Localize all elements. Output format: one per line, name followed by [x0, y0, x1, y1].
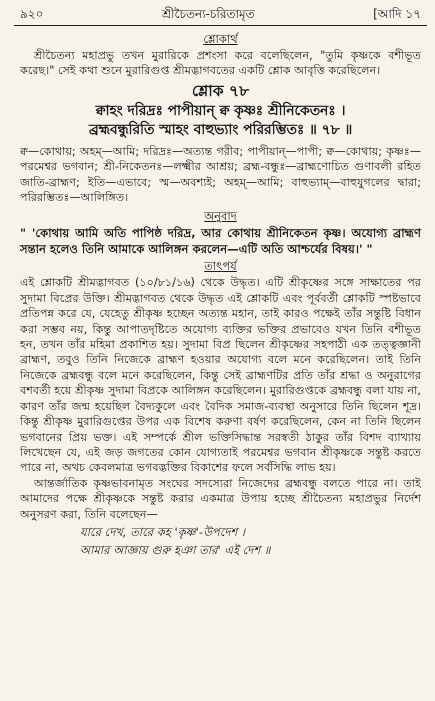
book-title: শ্রীচৈতন্য-চরিতামৃত: [161, 7, 255, 21]
verse-title: শ্লোক ৭৮: [191, 81, 250, 100]
heading-anuvad: অনুবাদ: [204, 209, 237, 224]
verse-line: ব্রহ্মবন্ধুরিতি স্মাহং বাহুভ্যাং পরিরম্ভিতঃ ॥ ৭৮ ॥: [88, 121, 353, 138]
page-number: ৯২০: [20, 7, 44, 21]
heading-shlokartha: শ্লোকার্থ: [203, 32, 238, 46]
quote-line: আমার আজ্ঞায় গুরু হঞা তার' এই দেশ ॥: [80, 542, 271, 557]
chapter-label: [আদি ১৭: [373, 7, 421, 21]
purport-paragraph: এই শ্লোকটি শ্রীমদ্ভাগবত (১০/৮১/১৬) থেকে উদ্ধৃত। এটি শ্রীকৃষ্ণের সঙ্গে সাক্ষাতের পর সুদামা বিপ্রের উক্তি। শ্রীমদ্ভাগবত থেকে উদ্ধৃত এই শ্লোকটি এবং পূর্ববর্তী শ্লোকটি স্পষ্টভাবে প্রতিপন্ন করে যে, যেহেতু শ্রীকৃষ্ণ হচ্ছেন অত্যন্ত মহান, তাই কারও পক্ষেই তাঁর সন্তুষ্টি বিধান করা সম্ভব নয়, কিন্তু আপাতদৃষ্টিতে অযোগ্য ব্যক্তির ভক্তির প্রভাবেও যখন তিনি বশীভূত হন, তখন তাঁর মহিমা প্রকাশিত হয়। সুদামা বিপ্র ছিলেন শ্রীকৃষ্ণের সহপাঠী এক তত্ত্বজ্ঞানী ব্রাহ্মণ, তবুও তিনি নিজেকে ব্রাহ্মণ হওয়ার অযোগ্য বলে মনে করেছিলেন। তাই তিনি নিজেকে ব্রহ্মবন্ধু বলে মনে করেছিলেন, কিন্তু সেই ব্রাহ্মণটির প্রতি তাঁর শ্রদ্ধা ও অনুরাগের বশবর্তী হয়ে শ্রীকৃষ্ণ সুদামা বিপ্রকে আলিঙ্গন করেছিলেন। মুরারিগুপ্তকে ব্রহ্মবন্ধু বলা যায় না, কারণ তাঁর জন্ম হয়েছিল বৈদ্যকুলে এবং বৈদিক সমাজ-ব্যবস্থা অনুসারে তিনি ছিলেন শূদ্র। কিন্তু শ্রীকৃষ্ণ মুরারিগুপ্তের উপর এক বিশেষ করুণা বর্ষণ করেছিলেন, কেন না তিনি ছিলেন ভগবানের প্রিয় ভক্ত। এই সম্পর্কে শ্রীল ভক্তিসিদ্ধান্ত সরস্বতী ঠাকুর তাঁর বিশদ ব্যাখ্যায় লিখেছেন যে, এই জড় জগতের কোন যোগ্যতাই পরমেশ্বর ভগবান শ্রীকৃষ্ণকে সন্তুষ্ট করতে পারে না, অথচ কেবলমাত্র ভগবদ্ভক্তির বিকাশের ফলে সর্বসিদ্ধি লাভ হয়।: [20, 276, 421, 475]
page-header: [20, 6, 421, 25]
purport-paragraph: আন্তর্জাতিক কৃষ্ণভাবনামৃত সংঘের সদস্যেরা নিজেদের ব্রহ্মবন্ধু বলতে পারে না। তাই আমাদের পক্ষে শ্রীকৃষ্ণকে সন্তুষ্ট করার একমাত্র উপায় হচ্ছে শ্রীচৈতন্য মহাপ্রভুর নির্দেশ অনুসরণ করা, তিনি বলেছেন—: [20, 476, 421, 521]
heading-tatparya: তাৎপর্য: [204, 259, 237, 274]
verse-line: ক্বাহং দরিদ্রঃ পাপীয়ান্ ক্ব কৃষ্ণঃ শ্রীনিকেতনঃ ।: [95, 102, 346, 119]
word-for-word: ক্ব—কোথায়; অহম্—আমি; দরিদ্রঃ—অত্যন্ত গরীব; পাপীয়ান্—পাপী; ক্ব—কোথায়; কৃষ্ণঃ—পরমেশ্বর ভগবান; শ্রী-নিকেতনঃ—লক্ষ্মীর আশ্রয়; ব্রহ্ম-বন্ধুঃ—ব্রাহ্মণোচিত গুণাবলী রহিত জাতি-ব্রাহ্মণ; ইতি—এভাবে; স্ম—অবশ্যই; অহম্—আমি; বাহুভ্যাম্—বাহুযুগলের দ্বারা; পরিরম্ভিতঃ—আলিঙ্গিত।: [20, 144, 421, 205]
translation-text: " 'কোথায় আমি অতি পাপিষ্ঠ দরিদ্র, আর কোথায় শ্রীনিকেতন কৃষ্ণ। অযোগ্য ব্রাহ্মণ সন্তান হলেও তিনি আমাকে আলিঙ্গন করলেন—এটি অতি আশ্চর্যের বিষয়।' ": [20, 226, 421, 257]
quote-line: যারে দেখ, তারে কহ 'কৃষ্ণ'-উপদেশ ।: [80, 524, 245, 539]
header-divider: [14, 25, 427, 26]
shlokartha-text: শ্রীচৈতন্য মহাপ্রভু তখন মুরারিকে প্রশংসা করে বলেছিলেন, "তুমি কৃষ্ণকে বশীভূত করেছ।" সেই কথা শুনে মুরারিগুপ্ত শ্রীমদ্ভাগবতের একটি শ্লোক আবৃত্তি করেছিলেন।: [20, 49, 421, 78]
